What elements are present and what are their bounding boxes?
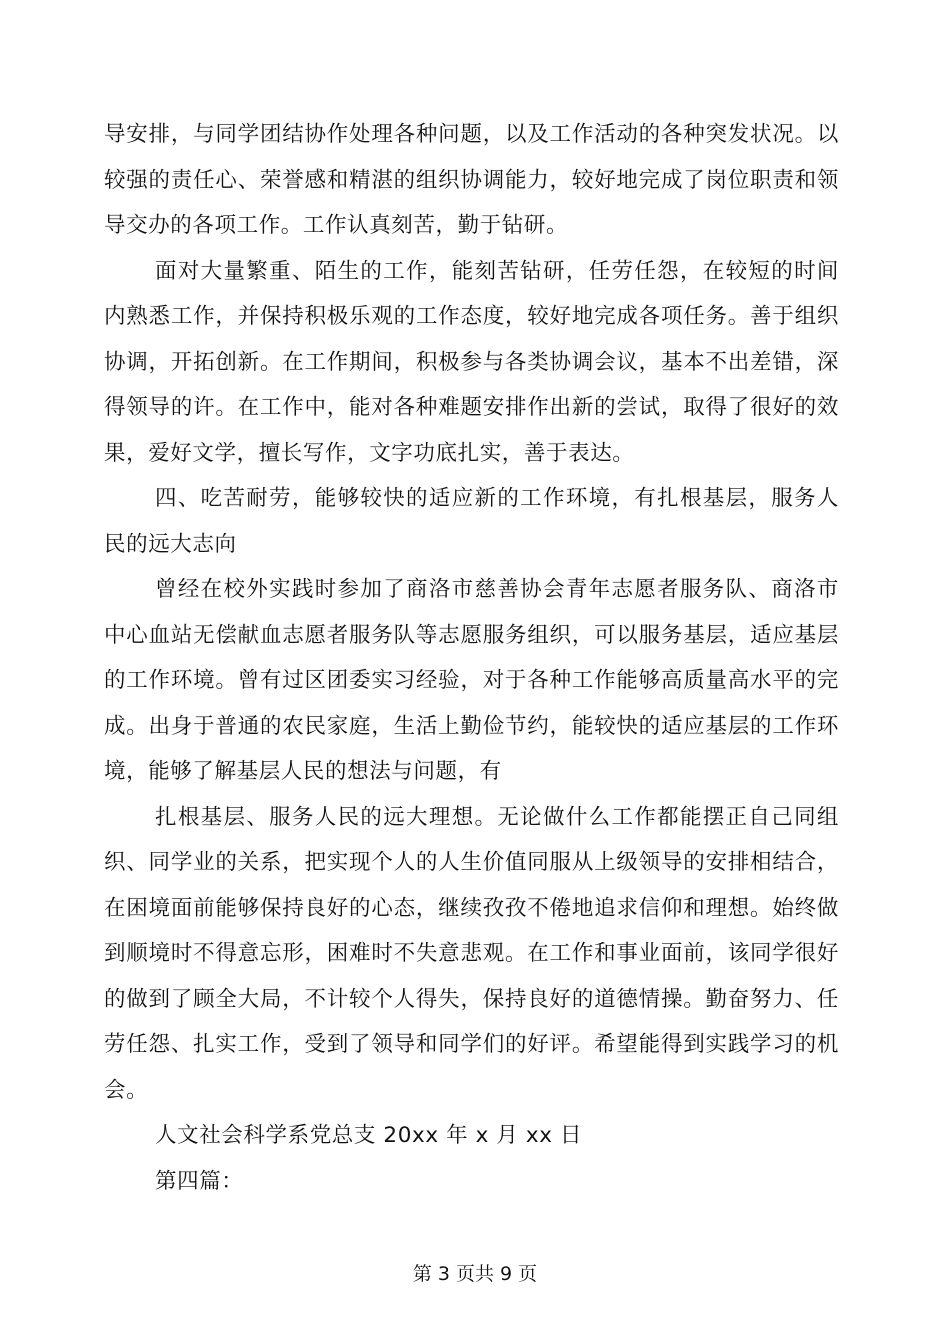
paragraph-work-attitude: 面对大量繁重、陌生的工作，能刻苦钻研，任劳任怨，在较短的时间内熟悉工作，并保持积极乐观的工作态度，较好地完成各项任务。善于组织协调，开拓创新。在工作期间，积极参与各类协调会议，基本不出差错，深得领导的许。在工作中，能对各种难题安排作出新的尝试，取得了很好的效果，爱好文学，擅长写作，文字功底扎实，善于表达。 xyxy=(104,258,839,466)
page-number-footer: 第 3 页共 9 页 xyxy=(412,1263,538,1285)
signature-date-line: 人文社会科学系党总支 20xx 年 x 月 xx 日 xyxy=(155,1123,583,1148)
paragraph-ideals: 扎根基层、服务人民的远大理想。无论做什么工作都能摆正自己同组织、同学业的关系，把实现个人的人生价值同服从上级领导的安排相结合，在困境面前能够保持良好的心态，继续孜孜不倦地追求信仰和理想。始终做到顺境时不得意忘形，困难时不失意悲观。在工作和事业面前，该同学很好的做到了顾全大局，不计较个人得失，保持良好的道德情操。勤奋努力、任劳任怨、扎实工作，受到了领导和同学们的好评。希望能得到实践学习的机会。 xyxy=(104,804,839,1103)
paragraph-continuation: 导安排，与同学团结协作处理各种问题，以及工作活动的各种突发状况。以较强的责任心、荣誉感和精湛的组织协调能力，较好地完成了岗位职责和领导交办的各项工作。工作认真刻苦，勤于钻研。 xyxy=(104,122,839,238)
paragraph-volunteer-experience: 曾经在校外实践时参加了商洛市慈善协会青年志愿者服务队、商洛市中心血站无偿献血志愿者服务队等志愿服务组织，可以服务基层，适应基层的工作环境。曾有过区团委实习经验，对于各种工作能够高质量高水平的完成。出身于普通的农民家庭，生活上勤俭节约，能较快的适应基层的工作环境，能够了解基层人民的想法与问题，有 xyxy=(104,577,839,784)
next-section-heading: 第四篇： xyxy=(155,1168,244,1194)
document-body xyxy=(104,112,839,1204)
section-heading-four: 四、吃苦耐劳，能够较快的适应新的工作环境，有扎根基层，服务人民的远大志向 xyxy=(104,486,839,557)
